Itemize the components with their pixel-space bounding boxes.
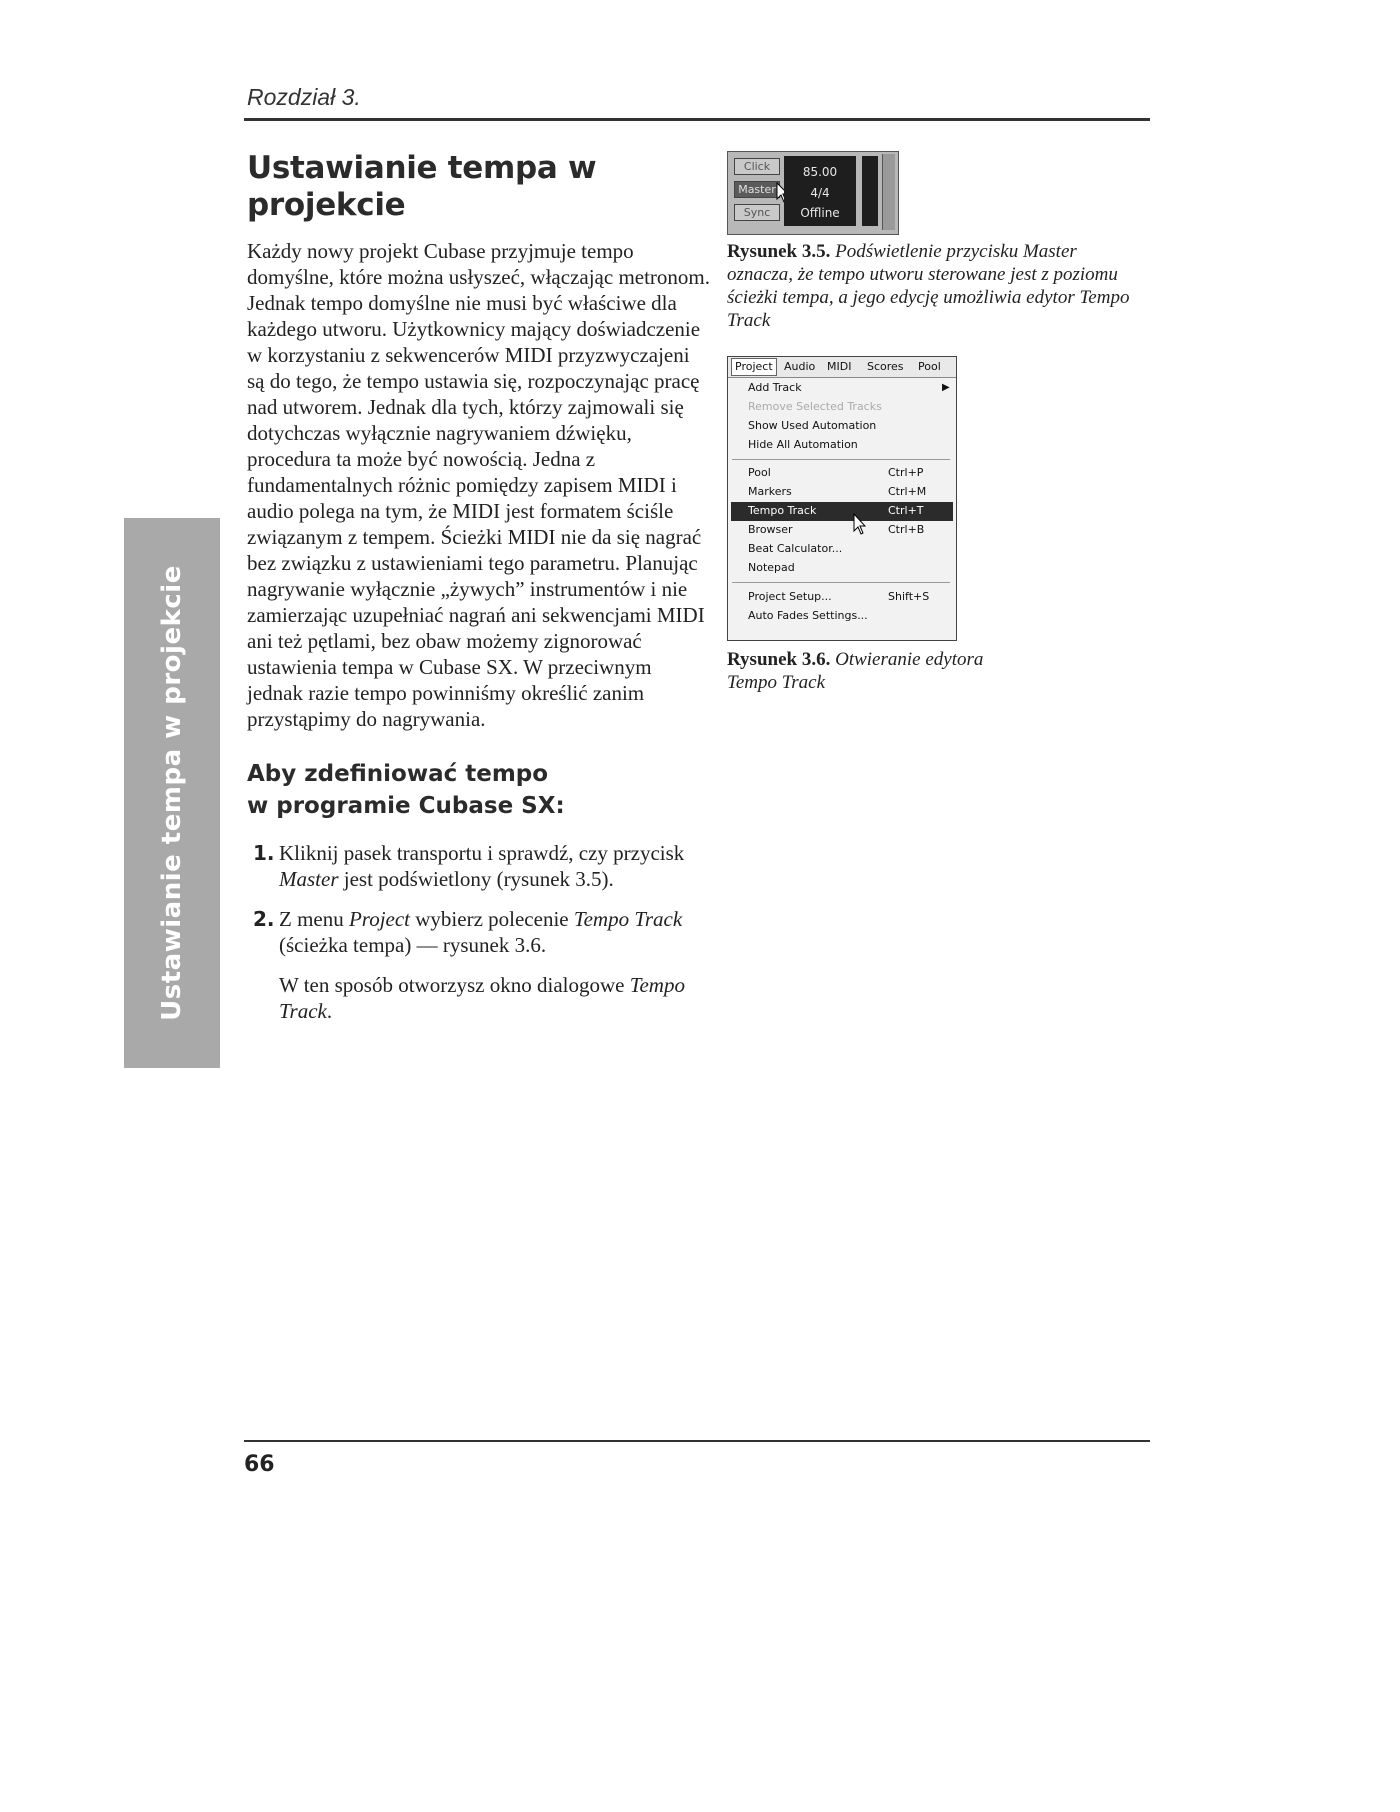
menu-item-add-track[interactable]: Add Track: [748, 381, 802, 394]
step-emphasis: Master: [279, 867, 339, 892]
steps-list: [247, 840, 712, 958]
step-text: (ścieżka tempa) — rysunek 3.6.: [279, 933, 547, 958]
step-text: Z menu: [279, 907, 349, 932]
sync-status: Offline: [800, 206, 840, 220]
procedure-heading-line2: w programie Cubase SX:: [247, 793, 565, 820]
caption-label: Rysunek 3.5.: [727, 241, 831, 262]
step-result: [247, 972, 712, 1024]
menu-item-browser[interactable]: Browser: [748, 523, 793, 536]
step-result-text: .: [326, 999, 333, 1024]
signature-value: 4/4: [810, 186, 830, 200]
header-rule: [244, 118, 1150, 121]
figure-caption-3-5: [727, 240, 1147, 332]
step-number: 2.: [253, 907, 275, 932]
menu-item-beat-calculator[interactable]: Beat Calculator...: [748, 542, 843, 555]
mouse-cursor-icon: [853, 513, 869, 537]
menu-item-project-setup[interactable]: Project Setup...: [748, 590, 832, 603]
main-column: [247, 150, 712, 1024]
menu-item-tempo-track[interactable]: Tempo Track: [748, 504, 817, 517]
sync-button[interactable]: Sync: [734, 204, 780, 221]
menu-item-pool[interactable]: Pool: [748, 466, 771, 479]
step-emphasis: Project: [348, 907, 411, 932]
step-result-emphasis: Tempo Track: [279, 973, 685, 1024]
step-text: jest podświetlony (rysunek 3.5).: [338, 867, 614, 892]
master-button[interactable]: Master: [734, 181, 780, 198]
chapter-header: Rozdział 3.: [247, 84, 361, 110]
caption-text: Podświetlenie przycisku Master oznacza, że tempo utworu sterowane jest z poziomu ścieżki tempa, a jego edycję umożliwia edytor Tempo Track: [727, 241, 1130, 331]
caption-label: Rysunek 3.6.: [727, 649, 831, 670]
menu-bar: [728, 357, 956, 378]
page-number: 66: [244, 1452, 275, 1477]
tempo-display: [784, 156, 856, 226]
transport-strip: [862, 156, 878, 226]
click-button[interactable]: Click: [734, 158, 780, 175]
shortcut-browser: Ctrl+B: [888, 523, 925, 536]
procedure-heading-line1: Aby zdefiniować tempo: [247, 761, 549, 788]
shortcut-tempo-track: Ctrl+T: [888, 504, 924, 517]
menu-item-markers[interactable]: Markers: [748, 485, 792, 498]
step-emphasis: Tempo Track: [573, 907, 683, 932]
step-result-text: W ten sposób otworzysz okno dialogowe: [279, 973, 630, 998]
menu-project[interactable]: Project: [731, 358, 777, 376]
figure-caption-3-6: [727, 648, 1027, 694]
menu-item-auto-fades-settings[interactable]: Auto Fades Settings...: [748, 609, 868, 622]
tempo-value: 85.00: [802, 165, 838, 179]
project-menu-figure: [727, 356, 957, 641]
menu-pool[interactable]: Pool: [918, 360, 941, 373]
menu-audio[interactable]: Audio: [784, 360, 816, 373]
step-text: Kliknij pasek transportu i sprawdź, czy przycisk: [279, 841, 685, 866]
menu-item-hide-all-automation[interactable]: Hide All Automation: [748, 438, 858, 451]
section-title: Ustawianie tempa w projekcie: [247, 150, 597, 224]
shortcut-pool: Ctrl+P: [888, 466, 924, 479]
shortcut-markers: Ctrl+M: [888, 485, 927, 498]
footer-rule: [244, 1440, 1150, 1442]
body-paragraph: Każdy nowy projekt Cubase przyjmuje tempo domyślne, które można usłyszeć, włączając metronom. Jednak tempo domyślne nie musi być właściwe dla każdego utworu. Użytkownicy mający doświadczenie w korzystaniu z sekwencerów MIDI przyzwyczajeni są do tego, że tempo ustawia się, rozpoczynając pracę nad utworem. Jednak dla tych, którzy zajmowali się dotychczas wyłącznie nagrywaniem dźwięku, procedura ta może być nowością. Jedna z fundamentalnych różnic pomiędzy zapisem MIDI i audio polega na tym, że MIDI jest formatem ściśle związanym z tempem. Ścieżki MIDI nie da się nagrać bez związku z ustawieniami tego parametru. Planując nagrywanie wyłącznie „żywych” instrumentów i nie zamierzając uzupełniać nagrań ani sekwencjami MIDI ani też pętlami, bez obaw możemy zignorować ustawienia tempa w Cubase SX. W przeciwnym jednak razie tempo powinniśmy określić zanim przystąpimy do nagrywania.: [247, 239, 711, 732]
caption-text: Otwieranie edytora Tempo Track: [727, 649, 984, 693]
menu-item-show-used-automation[interactable]: Show Used Automation: [748, 419, 877, 432]
procedure-heading: [247, 758, 712, 822]
menu-separator: [732, 459, 950, 460]
menu-item-notepad[interactable]: Notepad: [748, 561, 795, 574]
menu-separator: [732, 582, 950, 583]
step-item: [247, 840, 712, 892]
menu-midi[interactable]: MIDI: [827, 360, 852, 373]
side-tab-label: Ustawianie tempa w projekcie: [157, 565, 187, 1021]
step-text: wybierz polecenie: [410, 907, 574, 932]
transport-panel-figure: [727, 151, 899, 235]
step-item: [247, 906, 712, 958]
menu-item-remove-selected-tracks[interactable]: Remove Selected Tracks: [748, 400, 882, 413]
step-number: 1.: [253, 841, 275, 866]
transport-edge: [882, 154, 895, 230]
submenu-arrow-icon: ▶: [942, 382, 950, 393]
menu-scores[interactable]: Scores: [867, 360, 904, 373]
shortcut-project-setup: Shift+S: [888, 590, 930, 603]
